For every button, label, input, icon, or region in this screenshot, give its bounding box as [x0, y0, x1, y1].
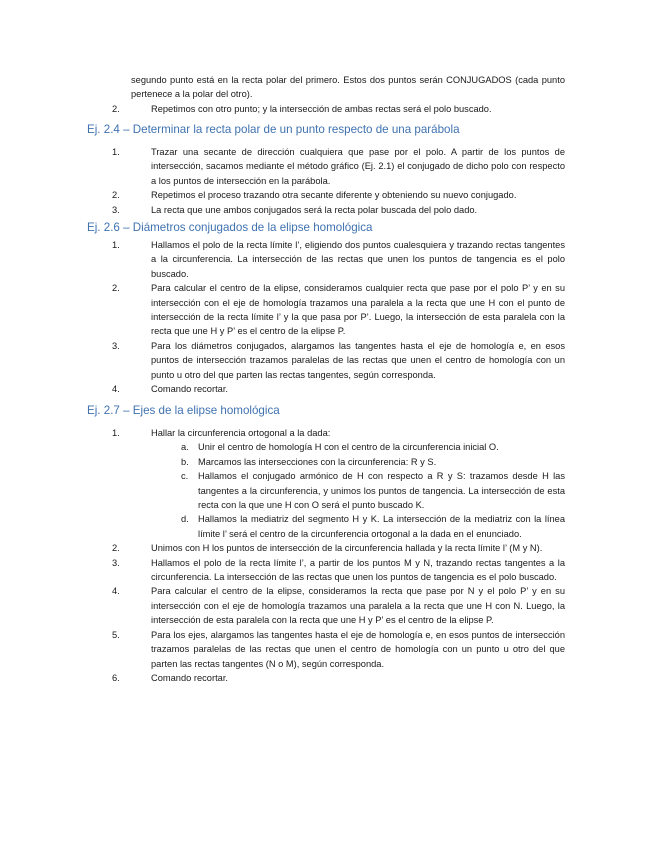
item-number: 4.: [112, 586, 120, 597]
list-item: [112, 281, 565, 339]
section-2-6-list: [112, 238, 565, 396]
list-item: [112, 584, 565, 627]
sub-item-letter: c.: [181, 471, 189, 482]
item-text: Hallamos el polo de la recta límite l’, a partir de los puntos M y N, trazando rectas tangentes a la circunferencia. La intersección de las rectas que unen los puntos de tangencia es el polo buscado.: [151, 557, 565, 583]
list-item: [112, 541, 565, 555]
list-item: [112, 382, 565, 396]
list-item: [112, 339, 565, 382]
section-heading-2-6: Ej. 2.6 – Diámetros conjugados de la elipse homológica: [87, 221, 373, 234]
list-item: [112, 426, 565, 541]
section-2-7-list: [112, 426, 565, 685]
sub-item-text: Marcamos las intersecciones con la circunferencia: R y S.: [198, 456, 437, 467]
sub-list-item: [181, 512, 565, 541]
item-number: 6.: [112, 672, 120, 683]
item-text: Hallamos el polo de la recta límite l’, eligiendo dos puntos cualesquiera y trazando rectas tangentes a la circunferencia. La intersección de las rectas que unen los puntos de tangencia es el polo buscado.: [151, 240, 565, 279]
item-number: 2.: [112, 190, 120, 201]
intro-list: [112, 102, 565, 116]
item-text: Comando recortar.: [151, 384, 228, 395]
list-item: [112, 188, 565, 202]
item-number: 1.: [112, 428, 120, 438]
item-number: 1.: [112, 147, 120, 157]
item-number: 5.: [112, 629, 120, 640]
list-item: [112, 556, 565, 585]
item-number: 3.: [112, 557, 120, 568]
sub-item-letter: b.: [181, 456, 189, 467]
list-item: [112, 203, 565, 217]
sub-item-letter: a.: [181, 442, 189, 453]
list-item: [112, 102, 565, 116]
intro-continuation-block: [131, 73, 565, 102]
sub-list-item: [181, 455, 565, 469]
section-2-4-list: [112, 145, 565, 217]
list-item: [112, 238, 565, 281]
continuation-text: segundo punto está en la recta polar del primero. Estos dos puntos serán CONJUGADOS (cada punto pertenece a la polar del otro).: [131, 75, 565, 100]
item-number: 4.: [112, 384, 120, 395]
item-number: 3.: [112, 340, 120, 351]
item-number: 3.: [112, 204, 120, 215]
list-item: [112, 628, 565, 671]
item-text: Repetimos el proceso trazando otra secante diferente y obteniendo su nuevo conjugado.: [151, 190, 517, 201]
item-text: Para los ejes, alargamos las tangentes hasta el eje de homología e, en esos puntos de intersección trazamos paralelas de las rectas que unen el centro de homología con un punto u otro del que parten las rectas tangentes (N o M), según corresponda.: [151, 629, 565, 669]
item-text: Trazar una secante de dirección cualquiera que pase por el polo. A partir de los puntos de intersección, sacamos mediante el método gráfico (Ej. 2.1) el conjugado de dicho polo con respecto a los puntos de intersección en la parábola.: [151, 147, 565, 186]
list-item: [112, 671, 565, 685]
sub-list-item: [181, 440, 565, 454]
section-heading-2-7: Ej. 2.7 – Ejes de la elipse homológica: [87, 404, 280, 417]
sub-item-text: Hallamos el conjugado armónico de H con respecto a R y S: trazamos desde H las tangentes a la circunferencia, y unimos los puntos de tangencia. La intersección de esta recta con la que une H con O será el punto buscado K.: [198, 471, 565, 511]
item-text: Unimos con H los puntos de intersección de la circunferencia hallada y la recta límite l’ (M y N).: [151, 543, 543, 554]
sub-list-item: [181, 469, 565, 512]
list-item: [112, 145, 565, 188]
item-text: La recta que une ambos conjugados será la recta polar buscada del polo dado.: [151, 204, 478, 215]
sub-list: [151, 440, 565, 541]
item-text: Para calcular el centro de la elipse, consideramos la recta que pase por N y el polo P’ y en su intersección con el eje de homología trazamos una paralela a la recta que une H con N. Luego, la intersección de esta paralela con la recta que une H y P’ es el centro de la elipse P.: [151, 586, 565, 626]
sub-item-text: Hallamos la mediatriz del segmento H y K. La intersección de la mediatriz con la línea límite l’ será el centro de la circunferencia ortogonal a la dada en el enunciado.: [198, 514, 565, 539]
item-number: 2.: [112, 283, 120, 294]
sub-item-letter: d.: [181, 514, 189, 525]
item-text: Para calcular el centro de la elipse, consideramos cualquier recta que pase por el polo P’ y en su intersección con el eje de homología trazamos una paralela a la recta que une H con el punto de intersección de la recta límite l’ y la que pasa por P’. Luego, la intersección de esta paralela con la recta que une H y P’ es el centro de la elipse P.: [151, 283, 565, 337]
item-number: 2.: [112, 104, 120, 114]
section-heading-2-4: Ej. 2.4 – Determinar la recta polar de un punto respecto de una parábola: [87, 123, 460, 136]
item-text: Repetimos con otro punto; y la intersección de ambas rectas será el polo buscado.: [151, 104, 492, 114]
sub-item-text: Unir el centro de homología H con el centro de la circunferencia inicial O.: [198, 442, 499, 453]
item-text: Hallar la circunferencia ortogonal a la dada:: [151, 428, 331, 438]
item-number: 2.: [112, 543, 120, 554]
item-number: 1.: [112, 240, 120, 250]
item-text: Comando recortar.: [151, 672, 228, 683]
item-text: Para los diámetros conjugados, alargamos las tangentes hasta el eje de homología e, en esos puntos de intersección trazamos paralelas de las rectas que unen el centro de homología con un punto u otro del que parten las rectas tangentes, según corresponda.: [151, 340, 565, 380]
